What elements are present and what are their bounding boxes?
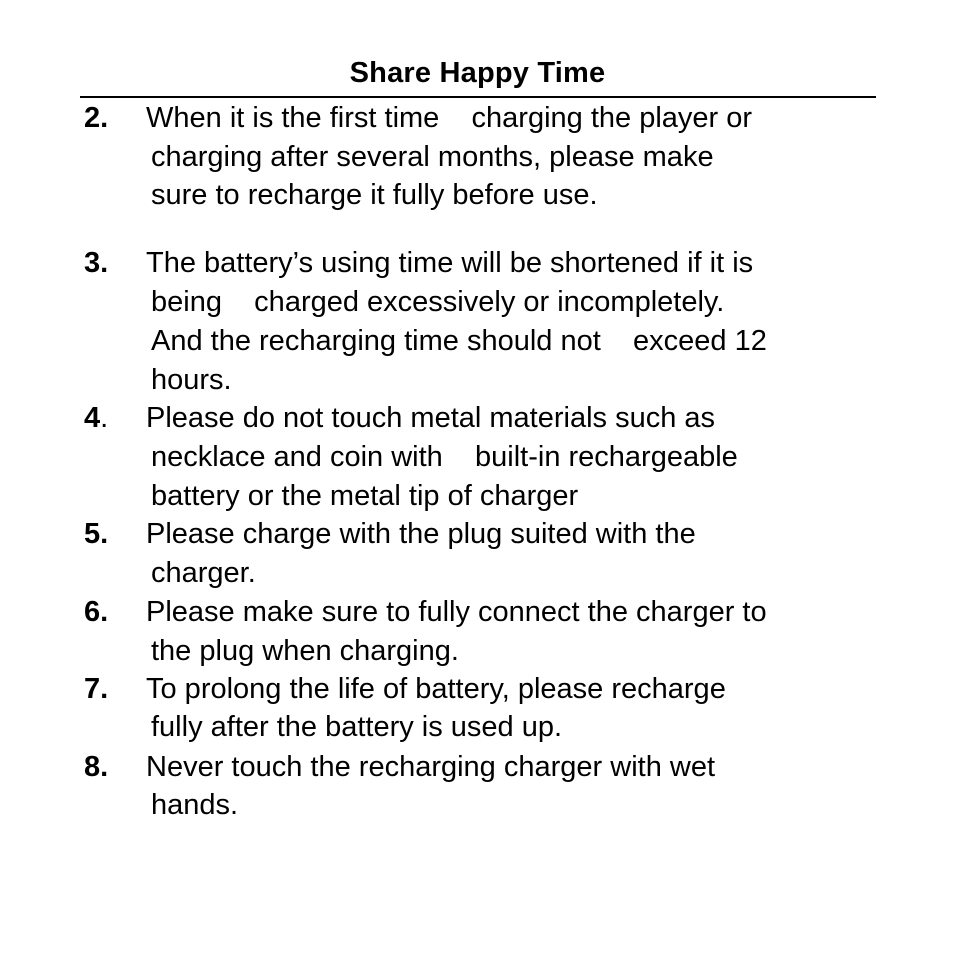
item-line: Please do not touch metal materials such as [146,402,716,434]
item-line: being charged excessively or incompletely. [151,286,725,318]
item-line: fully after the battery is used up. [151,711,563,743]
item-number: 6. [84,596,109,628]
item-line: necklace and coin with built-in rechargeable [151,441,738,473]
item-line: charger. [151,557,256,589]
page-title: Share Happy Time [349,57,606,89]
item-line: When it is the first time charging the player or [146,102,753,134]
item-line: charging after several months, please make [151,141,714,173]
item-number: 5. [84,518,109,550]
item-line: the plug when charging. [151,635,459,667]
item-line: The battery’s using time will be shortened if it is [146,247,754,279]
header-divider [80,96,876,98]
item-line: And the recharging time should not exceed 12 [151,325,767,357]
item-line: Please charge with the plug suited with the [146,518,696,550]
item-number: 7. [84,673,109,705]
item-number: 4. [84,402,109,434]
item-line: Please make sure to fully connect the charger to [146,596,767,628]
item-line: hands. [151,789,239,821]
item-line: Never touch the recharging charger with wet [146,751,716,783]
item-line: sure to recharge it fully before use. [151,179,598,211]
item-number: 8. [84,751,109,783]
item-line: To prolong the life of battery, please recharge [146,673,726,705]
item-line: battery or the metal tip of charger [151,480,579,512]
item-line: hours. [151,364,232,396]
item-number: 2. [84,102,109,134]
item-number: 3. [84,247,109,279]
